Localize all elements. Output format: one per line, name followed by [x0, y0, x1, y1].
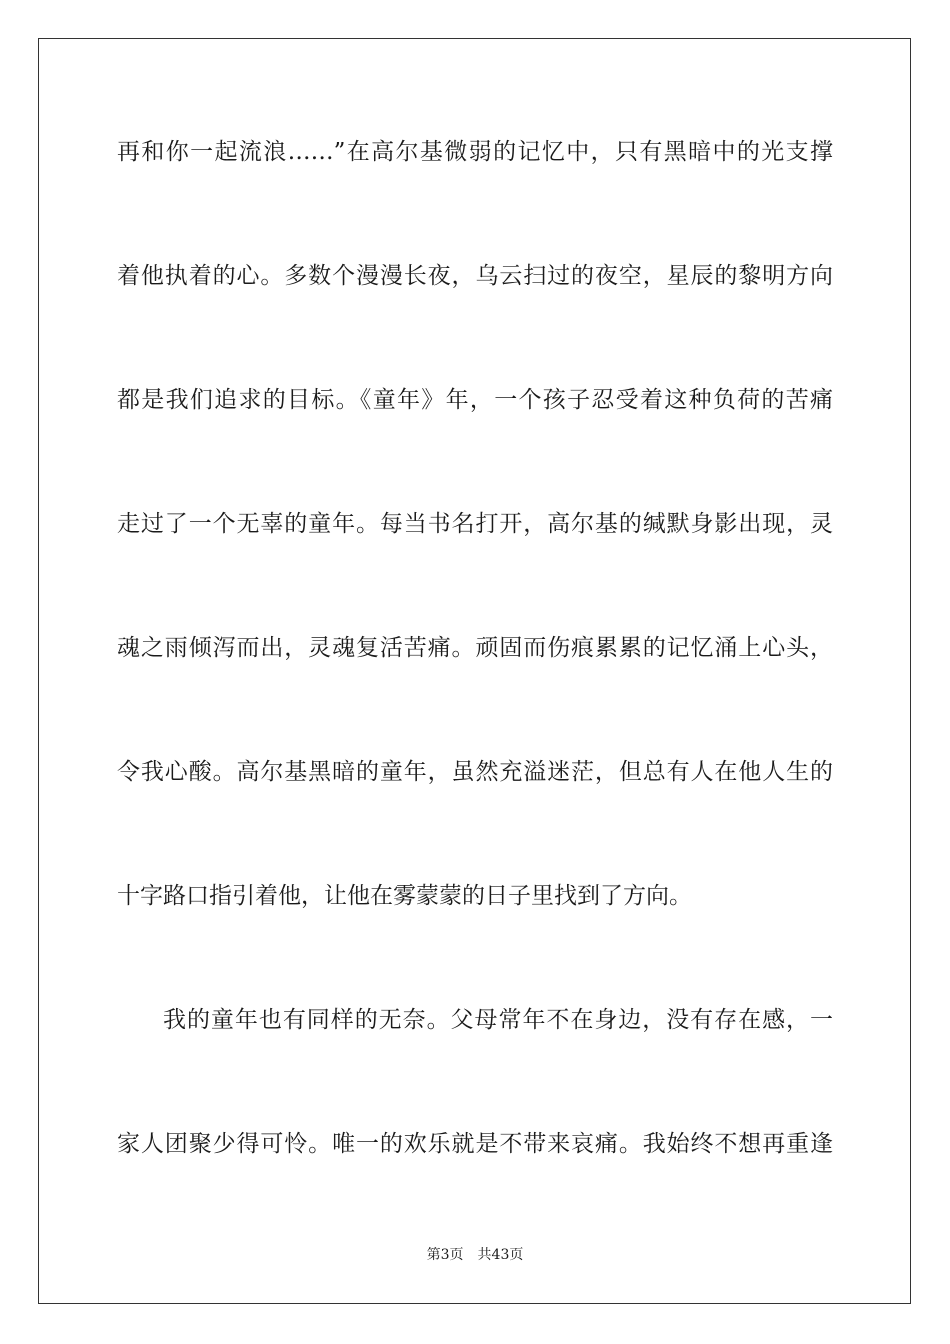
text-line-8: 我的童年也有同样的无奈。父母常年不在身边，没有存在感，一	[163, 1007, 833, 1033]
text-line-1: 再和你一起流浪……”在高尔基微弱的记忆中，只有黑暗中的光支撑	[117, 139, 833, 165]
text-line-7: 十字路口指引着他，让他在雾蒙蒙的日子里找到了方向。	[117, 883, 692, 909]
text-line-2: 着他执着的心。多数个漫漫长夜，乌云扫过的夜空，星辰的黎明方向	[117, 263, 833, 289]
text-line-5: 魂之雨倾泻而出，灵魂复活苦痛。顽固而伤痕累累的记忆涌上心头，	[117, 635, 833, 661]
page-number: 第3页	[426, 1247, 464, 1263]
page-footer	[0, 1246, 950, 1264]
text-line-9: 家人团聚少得可怜。唯一的欢乐就是不带来哀痛。我始终不想再重逢	[117, 1131, 833, 1157]
text-line-6: 令我心酸。高尔基黑暗的童年，虽然充溢迷茫，但总有人在他人生的	[117, 759, 833, 785]
text-line-4: 走过了一个无辜的童年。每当书名打开，高尔基的缄默身影出现，灵	[117, 511, 833, 537]
total-pages: 共43页	[477, 1247, 524, 1263]
page-border	[38, 38, 911, 1304]
text-line-3: 都是我们追求的目标。《童年》年，一个孩子忍受着这种负荷的苦痛	[117, 387, 833, 413]
